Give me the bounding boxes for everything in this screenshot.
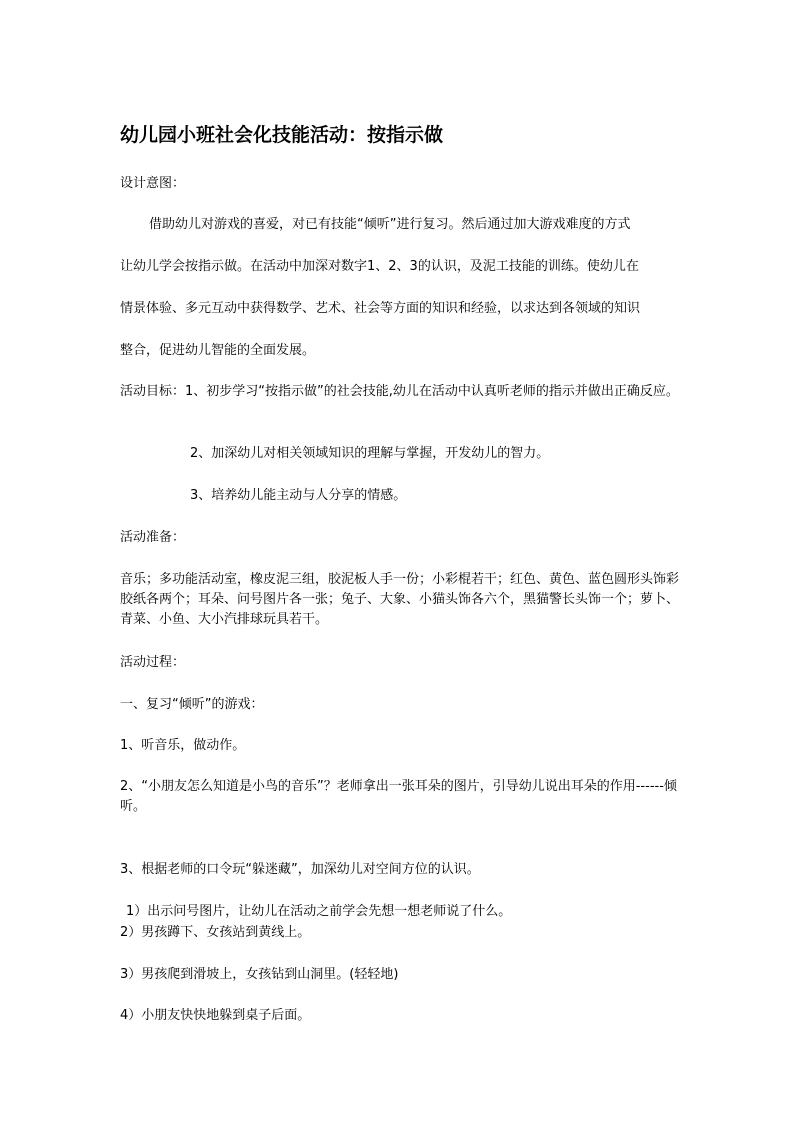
process-step-1: 1、听音乐，做动作。	[120, 738, 246, 753]
process-sub-1: 1）出示问号图片，让幼儿在活动之前学会先想一想老师说了什么。	[126, 904, 512, 919]
process-sub-2: 2）男孩蹲下、女孩站到黄线上。	[120, 925, 311, 940]
design-intent-line-1: 借助幼儿对游戏的喜爱，对已有技能“倾听”进行复习。然后通过加大游戏难度的方式	[149, 217, 631, 232]
design-intent-line-3: 情景体验、多元互动中获得数学、艺术、社会等方面的知识和经验，以求达到各领域的知识	[120, 301, 641, 316]
process-step-3: 3、根据老师的口令玩“躲迷藏”，加深幼儿对空间方位的认识。	[120, 862, 480, 877]
goal-2: 2、加深幼儿对相关领域知识的理解与掌握，开发幼儿的智力。	[190, 446, 550, 461]
process-sub-4: 4）小朋友快快地躲到桌子后面。	[120, 1008, 311, 1023]
goal-1: 活动目标：1、初步学习“按指示做”的社会技能,幼儿在活动中认真听老师的指示并做出正确反应。	[120, 384, 679, 399]
design-intent-line-2: 让幼儿学会按指示做。在活动中加深对数字1、2、3的认识，及泥工技能的训练。使幼儿在	[120, 259, 639, 274]
preparation-heading: 活动准备：	[120, 530, 186, 545]
process-heading: 活动过程：	[120, 655, 186, 670]
design-intent-line-4: 整合，促进幼儿智能的全面发展。	[120, 343, 316, 358]
page-title: 幼儿园小班社会化技能活动：按指示做	[120, 124, 444, 146]
preparation-text: 音乐；多功能活动室，橡皮泥三组，胶泥板人手一份；小彩棍若干；红色、黄色、蓝色圆形头饰彩胶纸各两个；耳朵、问号图片各一张；兔子、大象、小猫头饰各六个，黑猫警长头饰一个；萝卜、青菜、小鱼、大小汽排球玩具若干。	[120, 572, 680, 627]
goal-3: 3、培养幼儿能主动与人分享的情感。	[190, 488, 407, 503]
design-intent-heading: 设计意图：	[120, 176, 186, 191]
process-section-1: 一、复习“倾听”的游戏：	[120, 697, 264, 712]
process-sub-3: 3）男孩爬到滑坡上，女孩钻到山洞里。(轻轻地)	[120, 967, 399, 982]
process-step-2: 2、“小朋友怎么知道是小鸟的音乐”？老师拿出一张耳朵的图片，引导幼儿说出耳朵的作用------倾听。	[120, 779, 677, 814]
